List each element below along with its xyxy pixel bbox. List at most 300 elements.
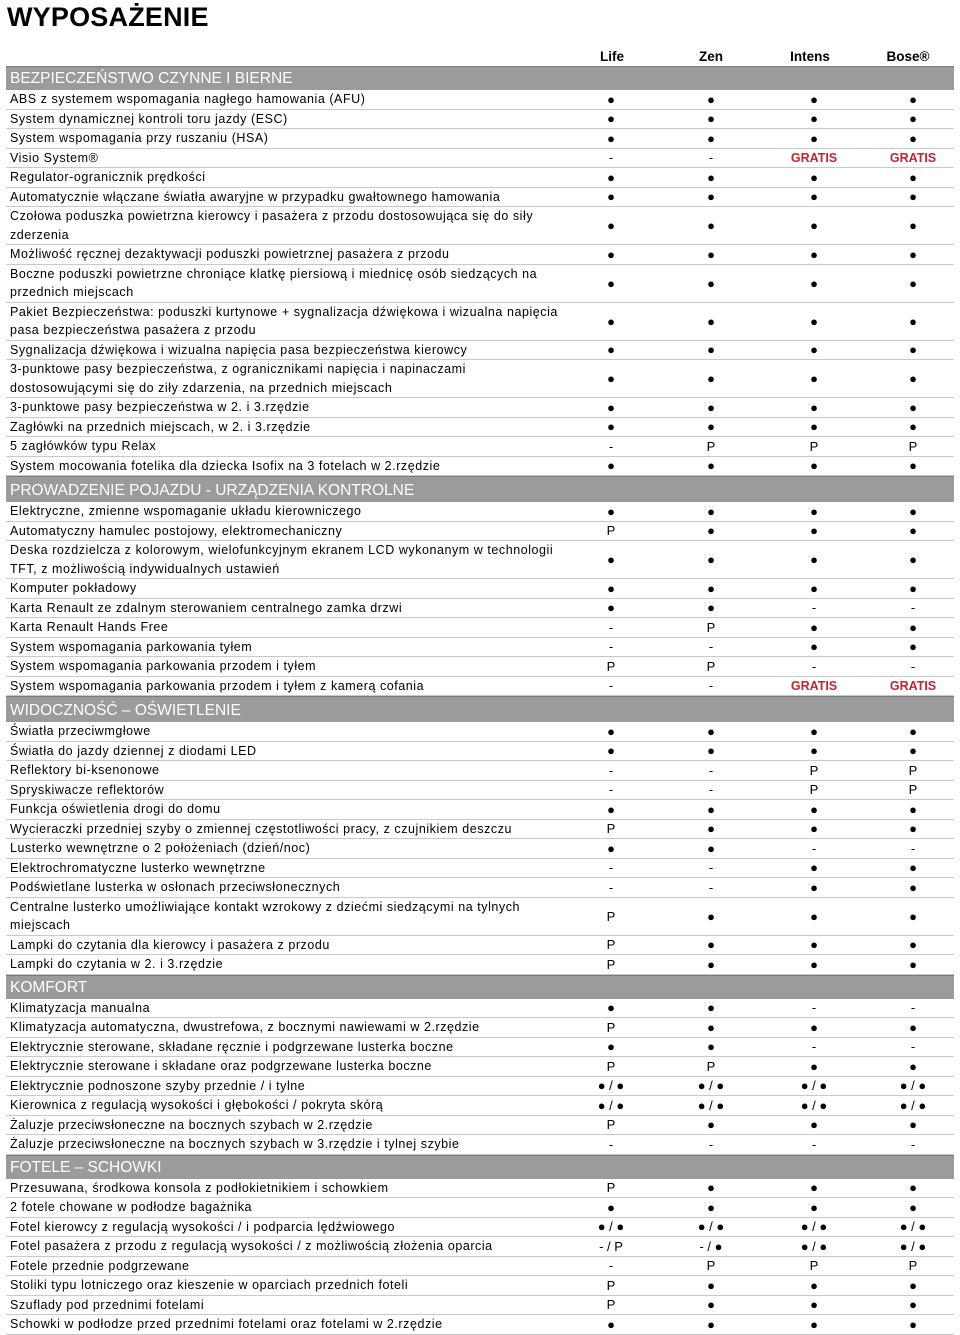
table-row — [6, 999, 954, 1019]
value-cell-zen: ● — [707, 580, 715, 596]
value-cell-zen: ● / ● — [697, 1097, 725, 1113]
value-cell-bose: ● — [909, 458, 917, 474]
column-header-life: Life — [599, 49, 624, 64]
value-cell-intens: ● — [810, 275, 818, 291]
value-cell-bose: ● — [909, 908, 917, 924]
feature-label: Elektrochromatyczne lusterko wewnętrzne — [10, 860, 266, 875]
value-cell-zen: - — [708, 150, 714, 166]
equipment-table — [0, 66, 960, 1335]
value-cell-bose: ● — [909, 218, 917, 233]
value-cell-life: ● — [607, 91, 615, 107]
feature-label: Czołowa poduszka powietrzna kierowcy i pasażera z przodu dostosowująca się do siły zderzenia — [10, 209, 534, 242]
value-cell-life: ● — [607, 218, 615, 233]
value-cell-bose: ● — [909, 580, 917, 596]
value-cell-intens: ● — [810, 1199, 818, 1215]
value-cell-bose: ● — [909, 91, 917, 107]
table-row — [6, 398, 954, 418]
value-cell-zen: P — [706, 1058, 716, 1074]
value-cell-life: - / P — [599, 1238, 623, 1254]
section-heading: FOTELE – SCHOWKI — [6, 1155, 954, 1179]
value-cell-intens: ● — [810, 503, 818, 519]
feature-label: Światła do jazdy dziennej z diodami LED — [10, 743, 257, 758]
value-cell-zen: - / ● — [699, 1238, 723, 1254]
value-cell-bose: ● — [909, 342, 917, 358]
value-cell-bose: ● — [909, 1316, 917, 1332]
value-cell-bose: - — [910, 840, 916, 856]
value-cell-bose: P — [908, 438, 918, 454]
value-cell-intens: ● — [810, 169, 818, 185]
value-cell-intens: ● — [810, 552, 818, 567]
value-cell-zen: ● — [707, 1297, 715, 1313]
value-cell-bose: GRATIS — [889, 678, 937, 693]
value-cell-intens: - — [811, 840, 817, 856]
value-cell-bose: ● — [909, 399, 917, 415]
value-cell-intens: GRATIS — [790, 678, 838, 693]
feature-label: Boczne poduszki powietrzne chroniące klatkę piersiową i miednicę osób siedzących na przednich miejscach — [10, 266, 538, 299]
value-cell-life: P — [606, 908, 616, 924]
value-cell-intens: - — [811, 1136, 817, 1152]
table-row — [6, 110, 954, 130]
value-cell-life: P — [606, 956, 616, 972]
value-cell-bose: ● — [909, 552, 917, 567]
feature-label: Sygnalizacja dźwiękowa i wizualna napięcia pasa bezpieczeństwa kierowcy — [10, 342, 468, 357]
value-cell-bose: ● — [909, 1180, 917, 1196]
value-cell-intens: P — [809, 782, 819, 798]
value-cell-intens: ● — [810, 937, 818, 953]
value-cell-life: ● — [607, 458, 615, 474]
feature-label: Schowki w podłodze przed przednimi fotelami oraz fotelami w 2.rzędzie — [10, 1317, 443, 1331]
value-cell-zen: ● — [707, 552, 715, 567]
value-cell-life: - — [608, 619, 614, 635]
column-header-bose: Bose® — [886, 49, 930, 64]
feature-label: Visio System® — [10, 150, 99, 165]
feature-label: Regulator-ogranicznik prędkości — [10, 170, 206, 184]
value-cell-zen: - — [708, 879, 714, 895]
value-cell-zen: ● — [707, 371, 715, 386]
value-cell-zen: ● — [707, 189, 715, 205]
feature-label: Klimatyzacja automatyczna, dwustrefowa, z bocznymi nawiewami w 2.rzędzie — [10, 1020, 480, 1034]
feature-label: Fotel pasażera z przodu z regulacją wysokości / z możliwością złożenia oparcia — [10, 1239, 493, 1253]
value-cell-zen: ● — [707, 1117, 715, 1133]
value-cell-life: P — [606, 1019, 616, 1035]
feature-label: Klimatyzacja manualna — [10, 1000, 151, 1015]
column-header-zen: Zen — [698, 49, 723, 64]
value-cell-life: - — [608, 639, 614, 655]
feature-label: System wspomagania przy ruszaniu (HSA) — [10, 131, 269, 145]
value-cell-bose: ● — [909, 821, 917, 837]
value-cell-bose: - — [910, 1136, 916, 1152]
value-cell-zen: ● — [707, 503, 715, 519]
value-cell-life: P — [606, 1117, 616, 1133]
value-cell-life: ● — [607, 399, 615, 415]
table-row — [6, 1237, 954, 1257]
table-row — [6, 761, 954, 781]
value-cell-zen: ● — [707, 419, 715, 435]
value-cell-life: P — [606, 658, 616, 674]
value-cell-zen: ● — [707, 821, 715, 837]
value-cell-intens: ● — [810, 218, 818, 233]
value-cell-bose: - — [910, 658, 916, 674]
value-cell-bose: ● — [909, 860, 917, 876]
table-row — [6, 129, 954, 149]
value-cell-bose: ● — [909, 956, 917, 972]
value-cell-zen: - — [708, 762, 714, 778]
value-cell-zen: ● — [707, 111, 715, 127]
value-cell-life: ● — [607, 600, 615, 616]
feature-label: System wspomagania parkowania tyłem — [10, 639, 253, 654]
value-cell-bose: - — [910, 1039, 916, 1055]
value-cell-life: ● — [607, 419, 615, 435]
value-cell-zen: ● — [707, 1277, 715, 1293]
value-cell-life: ● — [607, 189, 615, 205]
value-cell-zen: ● — [707, 801, 715, 817]
value-cell-life: ● — [607, 1316, 615, 1332]
table-row — [6, 437, 954, 457]
value-cell-zen: ● — [707, 246, 715, 262]
table-row — [6, 502, 954, 522]
value-cell-zen: ● — [707, 1316, 715, 1332]
value-cell-life: ● — [607, 246, 615, 262]
value-cell-bose: P — [908, 762, 918, 778]
value-cell-life: - — [608, 860, 614, 876]
value-cell-life: ● — [607, 275, 615, 291]
value-cell-zen: ● — [707, 91, 715, 107]
value-cell-bose: P — [908, 1258, 918, 1274]
feature-label: Komputer pokładowy — [10, 581, 137, 595]
value-cell-bose: ● — [909, 313, 917, 329]
value-cell-bose: ● / ● — [899, 1097, 927, 1113]
value-cell-intens: - — [811, 1000, 817, 1016]
table-row — [6, 1057, 954, 1077]
value-cell-life: - — [608, 438, 614, 454]
value-cell-intens: ● — [810, 1180, 818, 1196]
feature-label: Automatycznie włączane światła awaryjne w przypadku gwałtownego hamowania — [10, 189, 501, 204]
feature-label: 3-punktowe pasy bezpieczeństwa w 2. i 3.rzędzie — [10, 400, 310, 414]
table-row — [6, 579, 954, 599]
value-cell-life: P — [606, 1180, 616, 1196]
value-cell-bose: ● — [909, 1277, 917, 1293]
section-heading: BEZPIECZEŃSTWO CZYNNE I BIERNE — [6, 66, 954, 90]
value-cell-intens: ● — [810, 1019, 818, 1035]
value-cell-zen: ● — [707, 600, 715, 616]
value-cell-zen: P — [706, 1258, 716, 1274]
value-cell-life: ● — [607, 1000, 615, 1016]
value-cell-bose: ● — [909, 503, 917, 519]
value-cell-intens: ● — [810, 523, 818, 539]
value-cell-zen: ● / ● — [697, 1078, 725, 1094]
table-row — [6, 1257, 954, 1277]
value-cell-bose: ● — [909, 246, 917, 262]
value-cell-zen: ● / ● — [697, 1219, 725, 1235]
value-cell-intens: ● / ● — [800, 1219, 828, 1235]
value-cell-life: ● — [607, 313, 615, 329]
value-cell-zen: - — [708, 860, 714, 876]
value-cell-life: - — [608, 782, 614, 798]
table-row — [6, 898, 954, 936]
table-row — [6, 781, 954, 801]
value-cell-intens: ● — [810, 130, 818, 146]
feature-label: Fotel kierowcy z regulacją wysokości / i podparcia lędźwiowego — [10, 1219, 395, 1234]
value-cell-intens: ● — [810, 313, 818, 329]
value-cell-intens: GRATIS — [790, 150, 838, 165]
column-header-intens: Intens — [790, 49, 830, 64]
value-cell-zen: - — [708, 639, 714, 655]
table-row — [6, 188, 954, 208]
table-row — [6, 418, 954, 438]
value-cell-intens: ● — [810, 246, 818, 262]
value-cell-intens: ● — [810, 860, 818, 876]
value-cell-intens: ● / ● — [800, 1078, 828, 1094]
table-row — [6, 168, 954, 188]
value-cell-zen: P — [706, 438, 716, 454]
value-cell-intens: ● — [810, 743, 818, 759]
value-cell-life: ● — [607, 503, 615, 519]
table-row — [6, 522, 954, 542]
value-cell-zen: ● — [707, 1000, 715, 1016]
table-row — [6, 457, 954, 477]
value-cell-life: ● — [607, 552, 615, 567]
value-cell-bose: ● / ● — [899, 1238, 927, 1254]
value-cell-intens: ● — [810, 821, 818, 837]
table-row — [6, 207, 954, 245]
feature-label: Lusterko wewnętrzne o 2 położeniach (dzień/noc) — [10, 841, 311, 855]
value-cell-zen: ● — [707, 1039, 715, 1055]
value-cell-life: ● — [607, 130, 615, 146]
value-cell-bose: ● — [909, 619, 917, 635]
value-cell-intens: ● — [810, 342, 818, 358]
value-cell-life: P — [606, 937, 616, 953]
feature-label: Reflektory bi-ksenonowe — [10, 763, 160, 777]
table-row — [6, 1315, 954, 1335]
section-heading: WIDOCZNOŚĆ – OŚWIETLENIE — [6, 696, 954, 722]
value-cell-zen: ● — [707, 1199, 715, 1215]
table-row — [6, 722, 954, 742]
value-cell-life: ● — [607, 1039, 615, 1055]
feature-label: Żaluzje przeciwsłoneczne na bocznych szybach w 3.rzędzie i tylnej szybie — [10, 1137, 460, 1151]
value-cell-life: - — [608, 762, 614, 778]
value-cell-life: ● — [607, 840, 615, 856]
value-cell-intens: P — [809, 1258, 819, 1274]
value-cell-life: ● — [607, 169, 615, 185]
feature-label: 5 zagłówków typu Relax — [10, 439, 157, 453]
value-cell-intens: ● — [810, 91, 818, 107]
value-cell-intens: ● — [810, 1277, 818, 1293]
value-cell-intens: ● — [810, 639, 818, 655]
value-cell-life: ● / ● — [597, 1078, 625, 1094]
table-row — [6, 657, 954, 677]
value-cell-life: ● — [607, 743, 615, 759]
value-cell-bose: ● — [909, 1117, 917, 1133]
value-cell-life: P — [606, 821, 616, 837]
table-row — [6, 1179, 954, 1199]
value-cell-intens: - — [811, 1039, 817, 1055]
value-cell-intens: ● — [810, 399, 818, 415]
value-cell-zen: ● — [707, 937, 715, 953]
value-cell-bose: ● / ● — [899, 1078, 927, 1094]
value-cell-intens: ● — [810, 1117, 818, 1133]
table-row — [6, 1077, 954, 1097]
feature-label: Możliwość ręcznej dezaktywacji poduszki powietrznej pasażera z przodu — [10, 247, 450, 261]
value-cell-bose: ● — [909, 639, 917, 655]
feature-label: Lampki do czytania dla kierowcy i pasażera z przodu — [10, 937, 330, 952]
feature-label: Elektryczne, zmienne wspomaganie układu kierowniczego — [10, 504, 362, 518]
value-cell-zen: ● — [707, 275, 715, 291]
feature-label: Przesuwana, środkowa konsola z podłokietnikiem i schowkiem — [10, 1180, 389, 1195]
table-row — [6, 1135, 954, 1155]
value-cell-intens: - — [811, 600, 817, 616]
feature-label: Pakiet Bezpieczeństwa: poduszki kurtynowe + sygnalizacja dźwiękowa i wizualna napięcia pasa bezpieczeństwa pasażera z przodu — [10, 304, 558, 337]
value-cell-bose: - — [910, 1000, 916, 1016]
feature-label: Wycieraczki przedniej szyby o zmiennej częstotliwości pracy, z czujnikiem deszczu — [10, 821, 512, 836]
value-cell-bose: ● — [909, 723, 917, 739]
feature-label: Karta Renault ze zdalnym sterowaniem centralnego zamka drzwi — [10, 600, 403, 615]
value-cell-intens: ● — [810, 111, 818, 127]
table-row — [6, 149, 954, 169]
value-cell-bose: ● — [909, 189, 917, 205]
feature-label: Automatyczny hamulec postojowy, elektromechaniczny — [10, 523, 343, 538]
value-cell-intens: ● — [810, 908, 818, 924]
value-cell-zen: ● — [707, 956, 715, 972]
feature-label: Elektrycznie sterowane i składane oraz podgrzewane lusterka boczne — [10, 1059, 432, 1073]
value-cell-intens: - — [811, 658, 817, 674]
value-cell-bose: ● — [909, 419, 917, 435]
value-cell-bose: ● — [909, 275, 917, 291]
table-row — [6, 878, 954, 898]
table-row — [6, 360, 954, 398]
value-cell-bose: ● — [909, 1297, 917, 1313]
table-row — [6, 341, 954, 361]
value-cell-intens: ● — [810, 1316, 818, 1332]
value-cell-zen: ● — [707, 523, 715, 539]
value-cell-life: - — [608, 1136, 614, 1152]
feature-label: 3-punktowe pasy bezpieczeństwa, z ogranicznikami napięcia i napinaczami dostosowującymi się do ziły zdarzenia, na przednich miejscach — [10, 362, 466, 395]
value-cell-bose: ● — [909, 1019, 917, 1035]
table-row — [6, 1116, 954, 1136]
value-cell-intens: ● — [810, 419, 818, 435]
value-cell-bose: ● — [909, 937, 917, 953]
value-cell-zen: P — [706, 619, 716, 635]
value-cell-intens: ● — [810, 801, 818, 817]
feature-label: Światła przeciwmgłowe — [10, 724, 151, 738]
value-cell-life: P — [606, 1058, 616, 1074]
column-headers — [0, 48, 960, 66]
value-cell-bose: ● — [909, 1199, 917, 1215]
value-cell-intens: ● — [810, 879, 818, 895]
table-row — [6, 1296, 954, 1316]
table-row — [6, 638, 954, 658]
value-cell-intens: ● — [810, 619, 818, 635]
value-cell-life: ● — [607, 111, 615, 127]
section-heading: KOMFORT — [6, 975, 954, 999]
value-cell-zen: ● — [707, 743, 715, 759]
value-cell-zen: ● — [707, 313, 715, 329]
feature-label: Podświetlane lusterka w osłonach przeciwsłonecznych — [10, 880, 341, 894]
table-row — [6, 303, 954, 341]
feature-label: System mocowania fotelika dla dziecka Isofix na 3 fotelach w 2.rzędzie — [10, 458, 441, 473]
table-row — [6, 677, 954, 697]
value-cell-zen: - — [708, 1136, 714, 1152]
value-cell-bose: P — [908, 782, 918, 798]
value-cell-zen: ● — [707, 399, 715, 415]
page-title: WYPOSAŻENIE — [7, 2, 209, 32]
value-cell-life: ● / ● — [597, 1219, 625, 1235]
value-cell-zen: P — [706, 658, 716, 674]
table-row — [6, 839, 954, 859]
value-cell-bose: GRATIS — [889, 150, 937, 165]
table-row — [6, 245, 954, 265]
value-cell-zen: ● — [707, 908, 715, 924]
value-cell-bose: ● — [909, 523, 917, 539]
table-row — [6, 800, 954, 820]
value-cell-intens: ● — [810, 458, 818, 474]
value-cell-bose: ● — [909, 130, 917, 146]
table-row — [6, 1096, 954, 1116]
table-row — [6, 955, 954, 975]
table-row — [6, 1218, 954, 1238]
value-cell-intens: ● / ● — [800, 1097, 828, 1113]
feature-label: Szuflady pod przednimi fotelami — [10, 1297, 205, 1312]
table-row — [6, 936, 954, 956]
value-cell-life: ● — [607, 371, 615, 386]
value-cell-zen: ● — [707, 840, 715, 856]
feature-label: Zagłówki na przednich miejscach, w 2. i 3.rzędzie — [10, 419, 311, 434]
value-cell-life: ● — [607, 1199, 615, 1215]
table-row — [6, 618, 954, 638]
value-cell-bose: ● — [909, 371, 917, 386]
value-cell-intens: ● — [810, 956, 818, 972]
table-row — [6, 1276, 954, 1296]
value-cell-zen: ● — [707, 130, 715, 146]
value-cell-bose: - — [910, 600, 916, 616]
table-row — [6, 1198, 954, 1218]
feature-label: System wspomagania parkowania przodem i tyłem z kamerą cofania — [10, 678, 425, 693]
table-row — [6, 859, 954, 879]
value-cell-life: - — [608, 678, 614, 694]
feature-label: Fotele przednie podgrzewane — [10, 1258, 190, 1273]
feature-label: System wspomagania parkowania przodem i tyłem — [10, 659, 317, 673]
value-cell-zen: ● — [707, 1019, 715, 1035]
value-cell-bose: ● — [909, 879, 917, 895]
table-row — [6, 265, 954, 303]
value-cell-intens: ● — [810, 371, 818, 386]
value-cell-life: ● / ● — [597, 1097, 625, 1113]
feature-label: Elektrycznie podnoszone szyby przednie / i tylne — [10, 1078, 306, 1093]
feature-label: Centralne lusterko umożliwiające kontakt wzrokowy z dziećmi siedzącymi na tylnych miejscach — [10, 899, 521, 932]
value-cell-zen: ● — [707, 458, 715, 474]
section-heading: PROWADZENIE POJAZDU - URZĄDZENIA KONTROLNE — [6, 476, 954, 502]
feature-label: Spryskiwacze reflektorów — [10, 782, 165, 797]
value-cell-life: P — [606, 1297, 616, 1313]
value-cell-intens: ● — [810, 580, 818, 596]
value-cell-bose: ● — [909, 111, 917, 127]
value-cell-bose: ● — [909, 169, 917, 185]
value-cell-zen: - — [708, 782, 714, 798]
value-cell-bose: ● — [909, 1058, 917, 1074]
feature-label: Funkcja oświetlenia drogi do domu — [10, 802, 221, 816]
value-cell-zen: - — [708, 678, 714, 694]
feature-label: System dynamicznej kontroli toru jazdy (ESC) — [10, 111, 288, 126]
feature-label: Żaluzje przeciwsłoneczne na bocznych szybach w 2.rzędzie — [10, 1117, 373, 1132]
table-row — [6, 742, 954, 762]
value-cell-life: ● — [607, 801, 615, 817]
feature-label: Kierownica z regulacją wysokości i głębokości / pokryta skórą — [10, 1098, 384, 1112]
feature-label: Deska rozdzielcza z kolorowym, wielofunkcyjnym ekranem LCD wykonanym w technologii TFT, z możliwością indywidualnych ustawień — [10, 543, 554, 576]
feature-label: Stoliki typu lotniczego oraz kieszenie w oparciach przednich foteli — [10, 1278, 409, 1292]
table-row — [6, 1018, 954, 1038]
value-cell-zen: ● — [707, 342, 715, 358]
value-cell-intens: ● / ● — [800, 1238, 828, 1254]
value-cell-zen: ● — [707, 1180, 715, 1196]
